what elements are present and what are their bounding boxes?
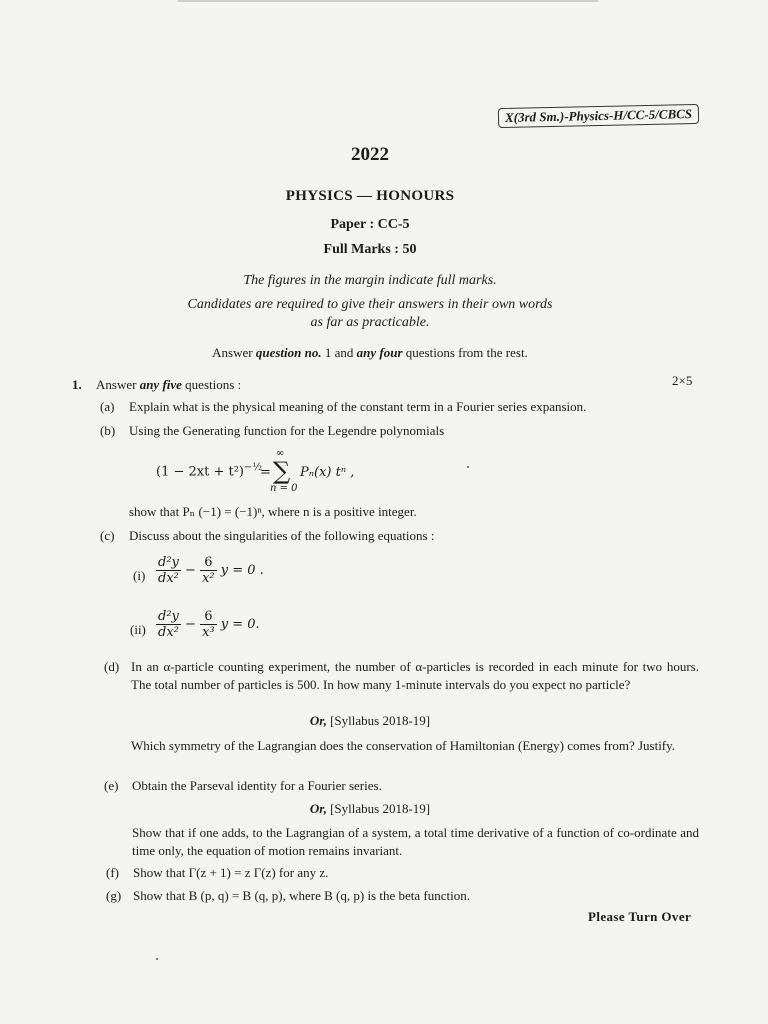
full-marks: Full Marks : 50	[323, 242, 417, 257]
part-b-text: Using the Generating function for the Legendre polynomials	[129, 423, 445, 438]
part-e-text: Obtain the Parseval identity for a Fourier series.	[132, 778, 382, 793]
part-f-label: (f)	[106, 865, 119, 880]
equation-i: $\frac{\text{d²y}}{\text{dx²}}$ − $\frac{6}{\text{x²}}$ y = 0 .	[158, 555, 264, 586]
part-g-label: (g)	[106, 888, 122, 903]
part-a-label: (a)	[100, 399, 115, 414]
sum-upper-limit: ∞	[276, 448, 285, 459]
part-f-text: Show that Γ(z + 1) = z Γ(z) for any z.	[133, 865, 329, 880]
equation-ii-label: (ii)	[130, 622, 146, 637]
paper-code: X(3rd Sm.)-Physics-H/CC-5/CBCS	[498, 104, 699, 128]
sum-symbol: ∑	[273, 457, 291, 485]
scan-speck	[467, 466, 469, 468]
subject-title: PHYSICS — HONOURS	[285, 188, 455, 204]
sum-lower-limit: n = 0	[270, 483, 298, 494]
equation-ii: $\frac{\text{d²y}}{\text{dx²}}$ − $\frac{6}{\text{x³}}$ y = 0.	[158, 609, 260, 640]
question-number: 1.	[72, 377, 82, 392]
part-e-or-syllabus: Or, [Syllabus 2018-19]	[309, 801, 431, 816]
part-e-label: (e)	[104, 778, 119, 793]
answer-instruction: Answer question no. 1 and any four questions from the rest.	[212, 345, 528, 360]
part-d-alternative: Which symmetry of the Lagrangian does the conservation of Hamiltonian (Energy) comes from? Justify.	[131, 738, 676, 753]
instruction-margin: The figures in the margin indicate full marks.	[243, 273, 497, 288]
part-e-alternative: Show that if one adds, to the Lagrangian of a system, a total time derivative of a function of co-ordinate and time only, the equation of motion remains invariant.	[132, 825, 699, 858]
please-turn-over: Please Turn Over	[588, 909, 692, 924]
question-marks: 2×5	[672, 373, 693, 388]
paper-name: Paper : CC-5	[330, 217, 410, 232]
part-d-label: (d)	[104, 659, 120, 674]
generating-function-lhs: $(1 - 2xt + t^2)^{-\frac{1}{2}}$	[156, 462, 263, 480]
part-d-or-syllabus: Or, [Syllabus 2018-19]	[309, 713, 431, 728]
part-c-text: Discuss about the singularities of the following equations :	[129, 528, 435, 543]
part-c-label: (c)	[100, 528, 115, 543]
instruction-practicable: as far as practicable.	[310, 315, 430, 330]
generating-function-equals: =	[260, 465, 271, 480]
equation-i-label: (i)	[133, 568, 146, 583]
part-b-label: (b)	[100, 423, 116, 438]
exam-year: 2022	[351, 144, 389, 165]
question-heading: Answer any five questions :	[96, 377, 242, 392]
instruction-own-words: Candidates are required to give their answers in their own words	[187, 297, 553, 312]
scan-speck	[156, 958, 158, 960]
part-g-text: Show that B (p, q) = B (q, p), where B (q, p) is the beta function.	[133, 888, 470, 903]
generating-function-rhs: Pₙ(x) tⁿ ,	[300, 465, 355, 480]
part-d-text: In an α-particle counting experiment, the number of α-particles is recorded in each minute for two hours. The total number of particles is 500. In how many 1-minute intervals do you expect no particle?	[131, 659, 699, 692]
part-b-show-that: show that Pₙ (−1) = (−1)ⁿ, where n is a positive integer.	[129, 504, 417, 519]
part-a-text: Explain what is the physical meaning of the constant term in a Fourier series expansion.	[129, 399, 587, 414]
top-edge-line	[178, 0, 598, 2]
